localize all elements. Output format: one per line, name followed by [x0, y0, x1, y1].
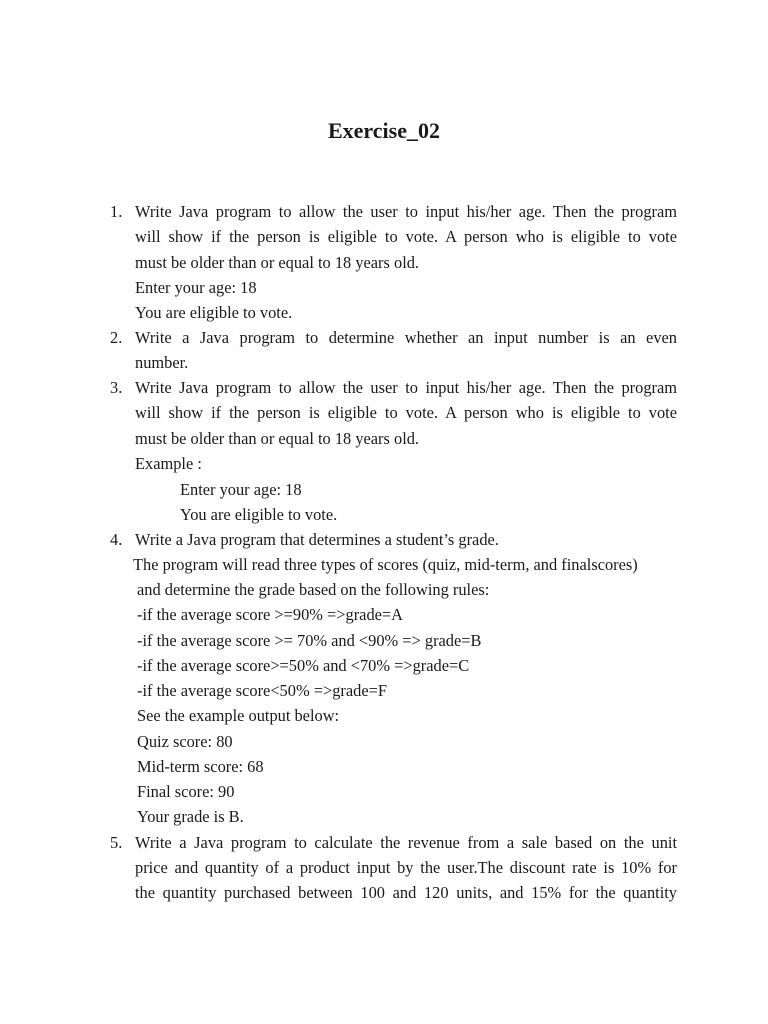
question-4-rule-c: -if the average score>=50% and <70% =>grade=C: [137, 656, 470, 675]
question-2-line-2: number.: [135, 353, 189, 372]
question-4-line-3: and determine the grade based on the following rules:: [137, 580, 490, 599]
question-3-example-line-1: Enter your age: 18: [180, 480, 302, 499]
question-2-number: 2.: [110, 328, 123, 347]
question-4-example-midterm: Mid-term score: 68: [137, 757, 264, 776]
question-5-number: 5.: [110, 833, 123, 852]
document-title: Exercise_02: [327, 118, 440, 143]
question-5-line-1: Write a Java program to calculate the revenue from a sale based on the unit: [135, 833, 677, 852]
question-1-example-line-2: You are eligible to vote.: [135, 303, 293, 322]
question-2-line-1: Write a Java program to determine whether an input number is an even: [135, 328, 677, 347]
question-1-line-2: will show if the person is eligible to vote. A person who is eligible to vote: [135, 227, 677, 246]
question-3-line-2: will show if the person is eligible to vote. A person who is eligible to vote: [135, 403, 677, 422]
question-1-example-line-1: Enter your age: 18: [135, 278, 257, 297]
question-1-line-3: must be older than or equal to 18 years old.: [135, 253, 420, 272]
question-5-line-2: price and quantity of a product input by the user.The discount rate is 10% for: [135, 858, 677, 877]
question-3-example-label: Example :: [135, 454, 202, 473]
question-3-line-1: Write Java program to allow the user to input his/her age. Then the program: [135, 378, 677, 397]
question-4-line-2: The program will read three types of scores (quiz, mid-term, and finalscores): [133, 555, 638, 574]
question-1-number: 1.: [110, 202, 123, 221]
question-4-rule-b: -if the average score >= 70% and <90% => grade=B: [137, 631, 482, 650]
question-4-example-grade: Your grade is B.: [137, 807, 244, 826]
question-1-line-1: Write Java program to allow the user to input his/her age. Then the program: [135, 202, 677, 221]
question-3-example-line-2: You are eligible to vote.: [180, 505, 338, 524]
question-4-example-quiz: Quiz score: 80: [137, 732, 233, 751]
question-3-line-3: must be older than or equal to 18 years old.: [135, 429, 420, 448]
question-4-example-intro: See the example output below:: [137, 706, 340, 725]
question-4-line-1: Write a Java program that determines a student’s grade.: [135, 530, 499, 549]
question-4-rule-a: -if the average score >=90% =>grade=A: [137, 605, 404, 624]
question-4-number: 4.: [110, 530, 123, 549]
question-3-number: 3.: [110, 378, 123, 397]
question-5-line-3: the quantity purchased between 100 and 120 units, and 15% for the quantity: [135, 883, 677, 902]
question-4-example-final: Final score: 90: [137, 782, 235, 801]
question-4-rule-f: -if the average score<50% =>grade=F: [137, 681, 387, 700]
